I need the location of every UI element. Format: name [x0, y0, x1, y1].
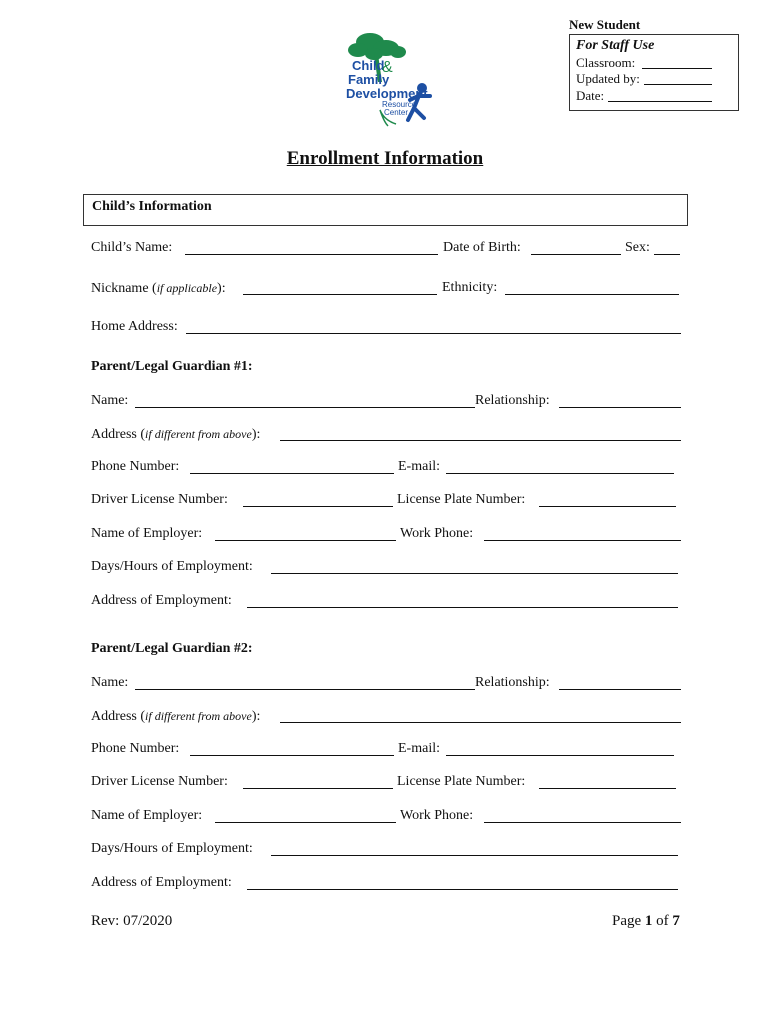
- staff-date-label: Date:: [576, 88, 605, 103]
- revision-label: Rev: 07/2020: [91, 913, 173, 929]
- guardian1-employment-address-field[interactable]: [247, 607, 678, 608]
- guardian2-days-hours-field[interactable]: [271, 855, 678, 856]
- nickname-label: Nickname (if applicable):: [91, 281, 226, 296]
- sex-label: Sex:: [625, 240, 650, 255]
- child-name-label: Child’s Name:: [91, 240, 173, 255]
- nickname-field[interactable]: [243, 294, 437, 295]
- guardian1-days-hours-field[interactable]: [271, 573, 678, 574]
- guardian1-driver-license-field[interactable]: [243, 506, 393, 507]
- guardian1-work-phone-field[interactable]: [484, 540, 681, 541]
- guardian1-phone-label: Phone Number:: [91, 459, 180, 474]
- guardian1-email-label: E-mail:: [398, 459, 440, 474]
- guardian2-phone-label: Phone Number:: [91, 741, 180, 756]
- guardian1-email-field[interactable]: [446, 473, 674, 474]
- staff-use-box: [569, 34, 739, 111]
- guardian2-relationship-label: Relationship:: [475, 675, 550, 690]
- guardian2-work-phone-field[interactable]: [484, 822, 681, 823]
- guardian2-relationship-field[interactable]: [559, 689, 681, 690]
- logo-child-text: Child: [352, 58, 385, 73]
- guardian2-email-field[interactable]: [446, 755, 674, 756]
- guardian1-relationship-label: Relationship:: [475, 393, 550, 408]
- guardian2-address-field[interactable]: [280, 722, 681, 723]
- guardian2-employment-address-field[interactable]: [247, 889, 678, 890]
- guardian2-employer-label: Name of Employer:: [91, 808, 203, 823]
- new-student-label: New Student: [569, 17, 641, 32]
- guardian2-name-label: Name:: [91, 675, 129, 690]
- guardian1-license-plate-label: License Plate Number:: [397, 492, 526, 507]
- guardian1-driver-license-label: Driver License Number:: [91, 492, 228, 507]
- guardian2-heading: Parent/Legal Guardian #2:: [91, 641, 253, 656]
- guardian2-address-label: Address (if different from above):: [91, 709, 261, 724]
- sex-field[interactable]: [654, 254, 680, 255]
- guardian1-name-label: Name:: [91, 393, 129, 408]
- logo-resource-text: Resource: [382, 100, 417, 109]
- logo-development-text: Development: [346, 86, 428, 101]
- logo: [340, 30, 440, 128]
- logo-family-text: Family: [348, 72, 390, 87]
- guardian2-name-field[interactable]: [135, 689, 475, 690]
- home-address-field[interactable]: [186, 333, 681, 334]
- guardian2-employer-field[interactable]: [215, 822, 396, 823]
- guardian1-work-phone-label: Work Phone:: [400, 526, 474, 541]
- ethnicity-label: Ethnicity:: [442, 280, 498, 295]
- updated-by-label: Updated by:: [576, 71, 640, 86]
- guardian1-heading: Parent/Legal Guardian #1:: [91, 359, 253, 374]
- guardian1-employer-field[interactable]: [215, 540, 396, 541]
- guardian2-driver-license-field[interactable]: [243, 788, 393, 789]
- staff-date-field[interactable]: [608, 101, 712, 102]
- page-title: Enrollment Information: [286, 148, 484, 169]
- child-name-field[interactable]: [185, 254, 438, 255]
- dob-field[interactable]: [531, 254, 621, 255]
- logo-amp-text: &: [382, 59, 393, 76]
- guardian2-employment-address-label: Address of Employment:: [91, 875, 232, 890]
- guardian1-phone-field[interactable]: [190, 473, 394, 474]
- guardian2-email-label: E-mail:: [398, 741, 440, 756]
- classroom-field[interactable]: [642, 68, 712, 69]
- guardian1-relationship-field[interactable]: [559, 407, 681, 408]
- guardian2-days-hours-label: Days/Hours of Employment:: [91, 841, 253, 856]
- guardian2-driver-license-label: Driver License Number:: [91, 774, 228, 789]
- guardian2-work-phone-label: Work Phone:: [400, 808, 474, 823]
- guardian2-license-plate-field[interactable]: [539, 788, 676, 789]
- guardian2-phone-field[interactable]: [190, 755, 394, 756]
- ethnicity-field[interactable]: [505, 294, 679, 295]
- child-info-heading: Child’s Information: [92, 199, 212, 214]
- staff-use-title: For Staff Use: [576, 38, 655, 53]
- page-number: Page 1 of 7: [612, 913, 680, 929]
- home-address-label: Home Address:: [91, 319, 178, 334]
- guardian1-employment-address-label: Address of Employment:: [91, 593, 232, 608]
- guardian1-address-label: Address (if different from above):: [91, 427, 261, 442]
- guardian1-name-field[interactable]: [135, 407, 475, 408]
- logo-center-text: Center: [384, 108, 409, 117]
- guardian1-days-hours-label: Days/Hours of Employment:: [91, 559, 253, 574]
- classroom-label: Classroom:: [576, 55, 636, 70]
- guardian1-address-field[interactable]: [280, 440, 681, 441]
- guardian2-license-plate-label: License Plate Number:: [397, 774, 526, 789]
- updated-by-field[interactable]: [644, 84, 712, 85]
- guardian1-employer-label: Name of Employer:: [91, 526, 203, 541]
- dob-label: Date of Birth:: [443, 240, 521, 255]
- guardian1-license-plate-field[interactable]: [539, 506, 676, 507]
- child-info-heading-box: [83, 194, 688, 226]
